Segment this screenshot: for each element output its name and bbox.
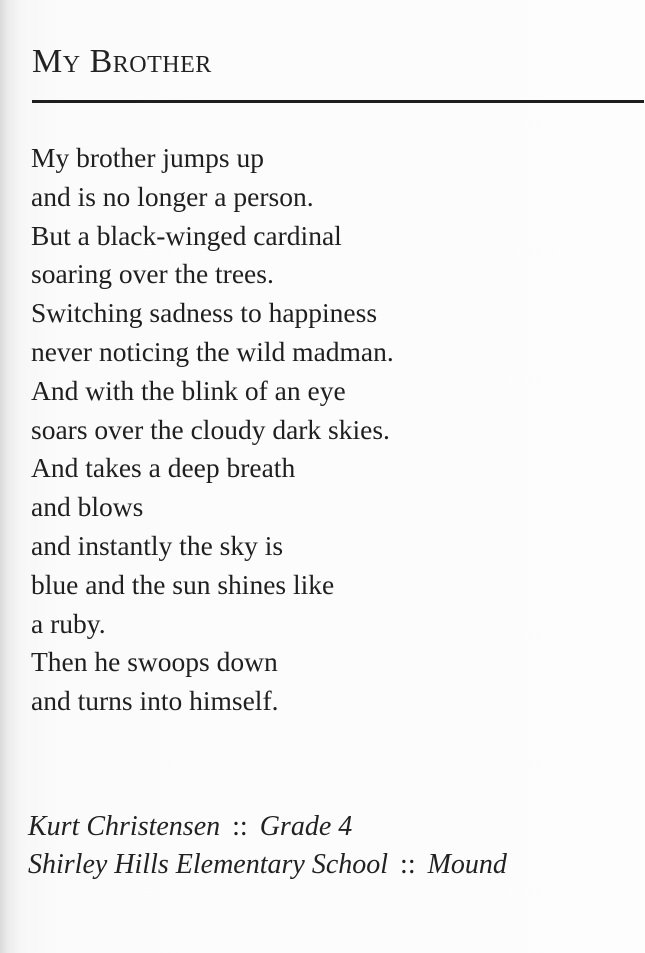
- byline-separator: ::: [232, 811, 248, 842]
- poem-title: My Brother: [32, 43, 212, 80]
- poem-line: blue and the sun shines like: [31, 568, 335, 600]
- poem-line: a ruby.: [31, 607, 106, 639]
- author-byline: [28, 808, 507, 884]
- poem-line: and instantly the sky is: [31, 529, 284, 561]
- poem-line: Switching sadness to happiness: [31, 297, 378, 329]
- author-name: Kurt Christensen: [28, 811, 221, 842]
- poem-line: soars over the cloudy dark skies.: [31, 413, 390, 445]
- school-city: Mound: [427, 849, 507, 880]
- author-grade: Grade 4: [259, 811, 353, 842]
- author-row: [28, 808, 507, 846]
- poem-line: My brother jumps up: [31, 142, 264, 173]
- poem-line: soaring over the trees.: [31, 258, 274, 290]
- poem-line: never noticing the wild madman.: [31, 335, 394, 367]
- title-rule: [32, 100, 644, 103]
- poem-line: And takes a deep breath: [31, 452, 296, 484]
- poem-line: And with the blink of an eye: [31, 374, 346, 406]
- byline-separator: ::: [400, 849, 416, 880]
- poem-line: and is no longer a person.: [31, 180, 314, 212]
- poem-line: and blows: [31, 491, 144, 523]
- school-row: [28, 846, 507, 884]
- poem-line: Then he swoops down: [31, 646, 278, 678]
- poem-body: [31, 139, 394, 721]
- poem-line: and turns into himself.: [31, 685, 279, 717]
- school-name: Shirley Hills Elementary School: [28, 849, 389, 880]
- poem-line: But a black-winged cardinal: [31, 219, 342, 251]
